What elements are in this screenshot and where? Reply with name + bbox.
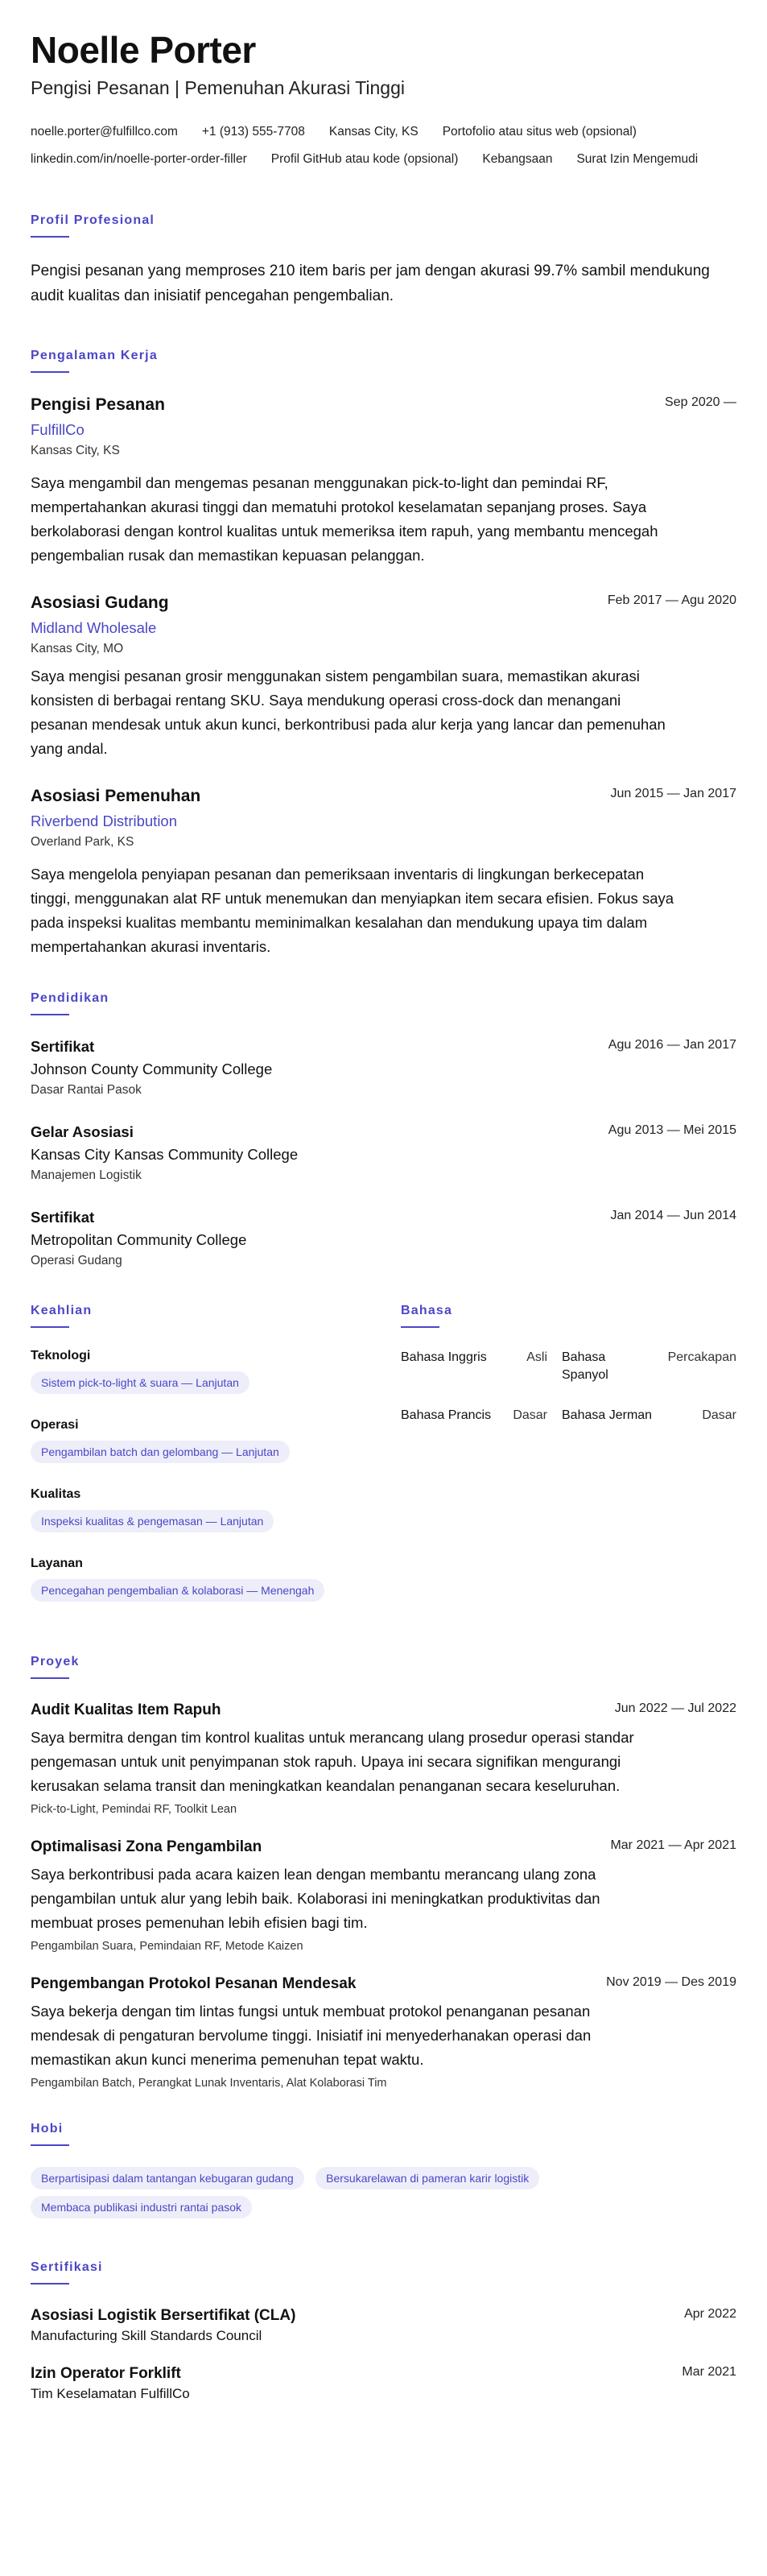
project-entry [31, 1837, 736, 1953]
section-title: Pendidikan [31, 991, 109, 1005]
education-dates: Agu 2016 — Jan 2017 [608, 1038, 736, 1052]
experience-location: Kansas City, MO [31, 642, 124, 655]
language-name: Bahasa Jerman [562, 1408, 653, 1422]
language-level: Dasar [702, 1408, 736, 1422]
experience-dates: Sep 2020 — [665, 395, 736, 409]
contact-list [31, 118, 736, 173]
language-level: Dasar [513, 1408, 547, 1422]
experience-dates: Feb 2017 — Agu 2020 [607, 593, 736, 607]
experience-entry [31, 394, 736, 568]
certification-name: Asosiasi Logistik Bersertifikat (CLA) [31, 2307, 296, 2324]
contact-phone[interactable]: +1 (913) 555-7708 [201, 125, 305, 139]
hobby-chip: Membaca publikasi industri rantai pasok [31, 2196, 252, 2218]
education-dates: Jan 2014 — Jun 2014 [610, 1209, 736, 1222]
education-section [31, 991, 736, 1268]
section-title: Sertifikasi [31, 2260, 103, 2274]
section-title: Pengalaman Kerja [31, 349, 158, 362]
contact-linkedin[interactable]: linkedin.com/in/noelle-porter-order-filler [31, 152, 247, 166]
certification-date: Apr 2022 [684, 2307, 736, 2321]
experience-section [31, 349, 736, 959]
language-name: Bahasa Spanyol [562, 1350, 608, 1382]
section-title: Profil Profesional [31, 213, 155, 227]
education-field: Manajemen Logistik [31, 1168, 142, 1182]
project-entry [31, 1974, 736, 2090]
education-entry [31, 1122, 736, 1183]
skill-category: Operasi [31, 1418, 79, 1432]
languages-section [401, 1304, 736, 1626]
experience-description: Saya mengambil dan mengemas pesanan menggunakan pick-to-light dan pemindai RF, mempertahankan akurasi tinggi dan mematuhi protokol keselamatan sepanjang proses. Saya berkolaborasi dengan kontrol kualitas untuk memeriksa item rapuh, yang membantu mencegah pengembalian rusak dan memastikan kepuasan pelanggan. [31, 474, 658, 564]
experience-dates: Jun 2015 — Jan 2017 [610, 787, 736, 800]
skill-category: Teknologi [31, 1349, 91, 1362]
project-tools: Pengambilan Suara, Pemindaian RF, Metode Kaizen [31, 1940, 303, 1953]
summary-section [31, 213, 736, 308]
summary-text: Pengisi pesanan yang memproses 210 item baris per jam dengan akurasi 99.7% sambil mendukung audit kualitas dan inisiatif pencegahan pengembalian. [31, 263, 710, 304]
education-degree: Sertifikat [31, 1038, 95, 1055]
experience-description: Saya mengisi pesanan grosir menggunakan sistem pengambilan suara, memastikan akurasi konsisten di berbagai rentang SKU. Saya mendukung operasi cross-dock dan menangani pesanan mendesak untuk akun kunci, berkontribusi pada alur kerja yang lancar dan pemenuhan yang andal. [31, 668, 666, 757]
project-dates: Jun 2022 — Jul 2022 [614, 1701, 736, 1715]
project-name: Optimalisasi Zona Pengambilan [31, 1838, 262, 1855]
language-name: Bahasa Prancis [401, 1408, 492, 1422]
education-entry [31, 1207, 736, 1268]
certifications-section [31, 2260, 736, 2402]
hobbies-section [31, 2122, 736, 2225]
education-school: Johnson County Community College [31, 1061, 273, 1077]
education-degree: Gelar Asosiasi [31, 1123, 134, 1140]
language-item [562, 1407, 736, 1424]
skill-chip: Pencegahan pengembalian & kolaborasi — Menengah [31, 1579, 324, 1602]
education-degree: Sertifikat [31, 1209, 95, 1226]
candidate-name: Noelle Porter [31, 29, 256, 71]
contact-location: Kansas City, KS [328, 125, 419, 139]
hobby-chip: Berpartisipasi dalam tantangan kebugaran gudang [31, 2167, 304, 2189]
experience-entry [31, 785, 736, 959]
skill-chip: Inspeksi kualitas & pengemasan — Lanjutan [31, 1510, 274, 1532]
project-description: Saya berkontribusi pada acara kaizen lean dengan membantu merancang ulang zona pengambilan untuk alur yang lebih baik. Kolaborasi ini meningkatkan produktivitas dan membuat proses pemenuhan lebih efisien bagi tim. [31, 1866, 600, 1931]
skill-group [31, 1557, 401, 1608]
experience-description: Saya mengelola penyiapan pesanan dan pemeriksaan inventaris di lingkungan berkecepatan tinggi, menggunakan alat RF untuk menemukan dan menyiapkan item secara efisien. Fokus saya pada inspeksi kualitas membantu meminimalkan kesalahan dan mendukung upaya tim dalam mempertahankan akurasi inventaris. [31, 866, 674, 955]
certification-entry [31, 2305, 736, 2344]
project-dates: Nov 2019 — Des 2019 [606, 1975, 736, 1989]
language-name: Bahasa Inggris [401, 1350, 487, 1364]
projects-section [31, 1655, 736, 2090]
education-field: Operasi Gudang [31, 1254, 122, 1267]
certification-name: Izin Operator Forklift [31, 2365, 181, 2382]
contact-portfolio[interactable]: Portofolio atau situs web (opsional) [442, 125, 637, 139]
certification-issuer: Manufacturing Skill Standards Council [31, 2328, 262, 2343]
section-divider [401, 1326, 439, 1328]
project-name: Audit Kualitas Item Rapuh [31, 1701, 221, 1718]
section-title: Keahlian [31, 1304, 93, 1317]
project-entry [31, 1700, 736, 1816]
contact-license: Surat Izin Mengemudi [576, 152, 699, 166]
experience-location: Kansas City, KS [31, 444, 120, 457]
education-school: Metropolitan Community College [31, 1231, 247, 1248]
experience-role: Pengisi Pesanan [31, 395, 165, 414]
contact-github[interactable]: Profil GitHub atau kode (opsional) [270, 152, 459, 166]
certification-issuer: Tim Keselamatan FulfillCo [31, 2386, 190, 2401]
language-item [401, 1407, 562, 1424]
section-title: Proyek [31, 1655, 80, 1668]
project-tools: Pengambilan Batch, Perangkat Lunak Inventaris, Alat Kolaborasi Tim [31, 2077, 387, 2090]
education-dates: Agu 2013 — Mei 2015 [608, 1123, 736, 1137]
experience-entry [31, 592, 736, 761]
experience-role: Asosiasi Pemenuhan [31, 787, 201, 805]
skill-group [31, 1418, 401, 1470]
resume-header [31, 29, 736, 173]
experience-company: Riverbend Distribution [31, 812, 178, 829]
project-dates: Mar 2021 — Apr 2021 [610, 1838, 736, 1852]
education-field: Dasar Rantai Pasok [31, 1083, 142, 1097]
project-name: Pengembangan Protokol Pesanan Mendesak [31, 1975, 357, 1992]
certification-entry [31, 2363, 736, 2402]
candidate-headline: Pengisi Pesanan | Pemenuhan Akurasi Tinggi [31, 77, 405, 98]
project-tools: Pick-to-Light, Pemindai RF, Toolkit Lean [31, 1803, 237, 1816]
hobby-list [31, 2167, 736, 2225]
skills-languages-row [31, 1304, 736, 1626]
section-divider [31, 2144, 69, 2146]
education-entry [31, 1036, 736, 1098]
certification-date: Mar 2021 [682, 2365, 736, 2379]
skill-chip: Sistem pick-to-light & suara — Lanjutan [31, 1371, 249, 1394]
section-title: Hobi [31, 2122, 64, 2136]
experience-company: FulfillCo [31, 421, 85, 438]
language-item [401, 1349, 562, 1384]
education-school: Kansas City Kansas Community College [31, 1146, 299, 1163]
section-title: Bahasa [401, 1304, 453, 1317]
section-divider [31, 371, 69, 373]
skill-group [31, 1349, 401, 1400]
language-grid [401, 1349, 736, 1424]
language-level: Asli [526, 1350, 547, 1364]
experience-location: Overland Park, KS [31, 835, 134, 849]
contact-email[interactable]: noelle.porter@fulfillco.com [31, 125, 178, 139]
skill-chip: Pengambilan batch dan gelombang — Lanjutan [31, 1441, 290, 1463]
skill-category: Layanan [31, 1557, 83, 1570]
section-divider [31, 1326, 69, 1328]
project-description: Saya bermitra dengan tim kontrol kualitas untuk merancang ulang prosedur operasi standar pengemasan untuk unit penyimpanan stok rapuh. Upaya ini secara signifikan mengurangi kerusakan selama transit dan meningkatkan keandalan penanganan secara keseluruhan. [31, 1729, 634, 1794]
experience-company: Midland Wholesale [31, 619, 157, 636]
skills-section [31, 1304, 401, 1626]
contact-nationality: Kebangsaan [482, 152, 553, 166]
language-level: Percakapan [667, 1350, 736, 1364]
skill-category: Kualitas [31, 1487, 81, 1501]
project-description: Saya bekerja dengan tim lintas fungsi untuk membuat protokol penanganan pesanan mendesak di pengaturan bervolume tinggi. Inisiatif ini menyederhanakan operasi dan memastikan akun kunci menerima pemenuhan tepat waktu. [31, 2003, 592, 2068]
section-divider [31, 236, 69, 238]
experience-role: Asosiasi Gudang [31, 593, 169, 612]
hobby-chip: Bersukarelawan di pameran karir logistik [315, 2167, 539, 2189]
section-divider [31, 2283, 69, 2284]
skill-group [31, 1487, 401, 1539]
section-divider [31, 1014, 69, 1015]
language-item [562, 1349, 736, 1384]
section-divider [31, 1677, 69, 1679]
